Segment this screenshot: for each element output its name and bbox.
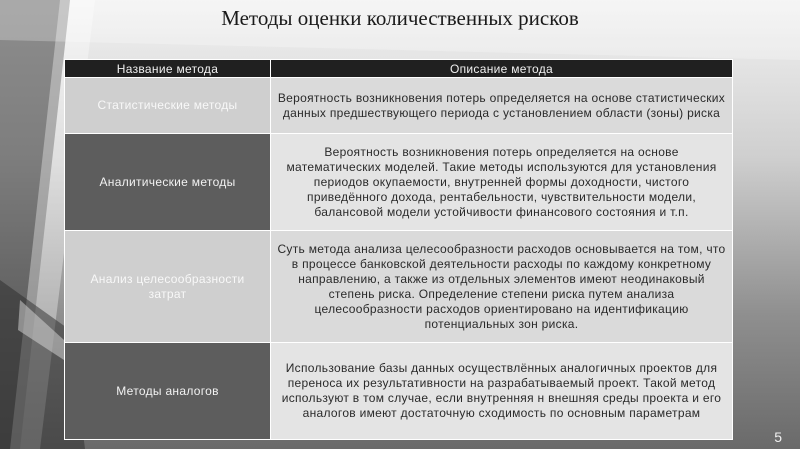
method-name-cell: Статистические методы	[65, 78, 271, 134]
method-description-cell: Вероятность возникновения потерь определяется на основе математических моделей. Такие методы используются для установления периодов окупаемости, внутренней формы доходности, чистого приведённого дохода, рентабельности, чувствительности модели, балансовой модели устойчивости финансового состояния и т.п.	[271, 134, 733, 231]
method-name-cell: Анализ целесообразности затрат	[65, 231, 271, 343]
column-header-description: Описание метода	[271, 60, 733, 78]
table-row	[65, 231, 733, 343]
methods-table	[64, 59, 733, 440]
method-name-cell: Методы аналогов	[65, 343, 271, 440]
table-header-row	[65, 60, 733, 78]
page-title: Методы оценки количественных рисков	[221, 6, 579, 30]
table-row	[65, 134, 733, 231]
table-row	[65, 78, 733, 134]
method-description-cell: Использование базы данных осуществлённых аналогичных проектов для переноса их результативности на разрабатываемый проект. Такой метод используют в том случае, если внутренняя н внешняя среды проекта и его аналогов имеют достаточную сходимость по основным параметрам	[271, 343, 733, 440]
method-description-cell: Вероятность возникновения потерь определяется на основе статистических данных предшествующего периода с установлением области (зоны) риска	[271, 78, 733, 134]
column-header-method: Название метода	[65, 60, 271, 78]
page-number: 5	[774, 429, 782, 445]
table-row	[65, 343, 733, 440]
method-description-cell: Суть метода анализа целесообразности расходов основывается на том, что в процессе банковской деятельности расходы по каждому конкретному направлению, а также из отдельных элементов имеют неодинаковый степень риска. Определение степени риска путем анализа целесообразности расходов ориентировано на идентификацию потенциальных зон риска.	[271, 231, 733, 343]
method-name-cell: Аналитические методы	[65, 134, 271, 231]
